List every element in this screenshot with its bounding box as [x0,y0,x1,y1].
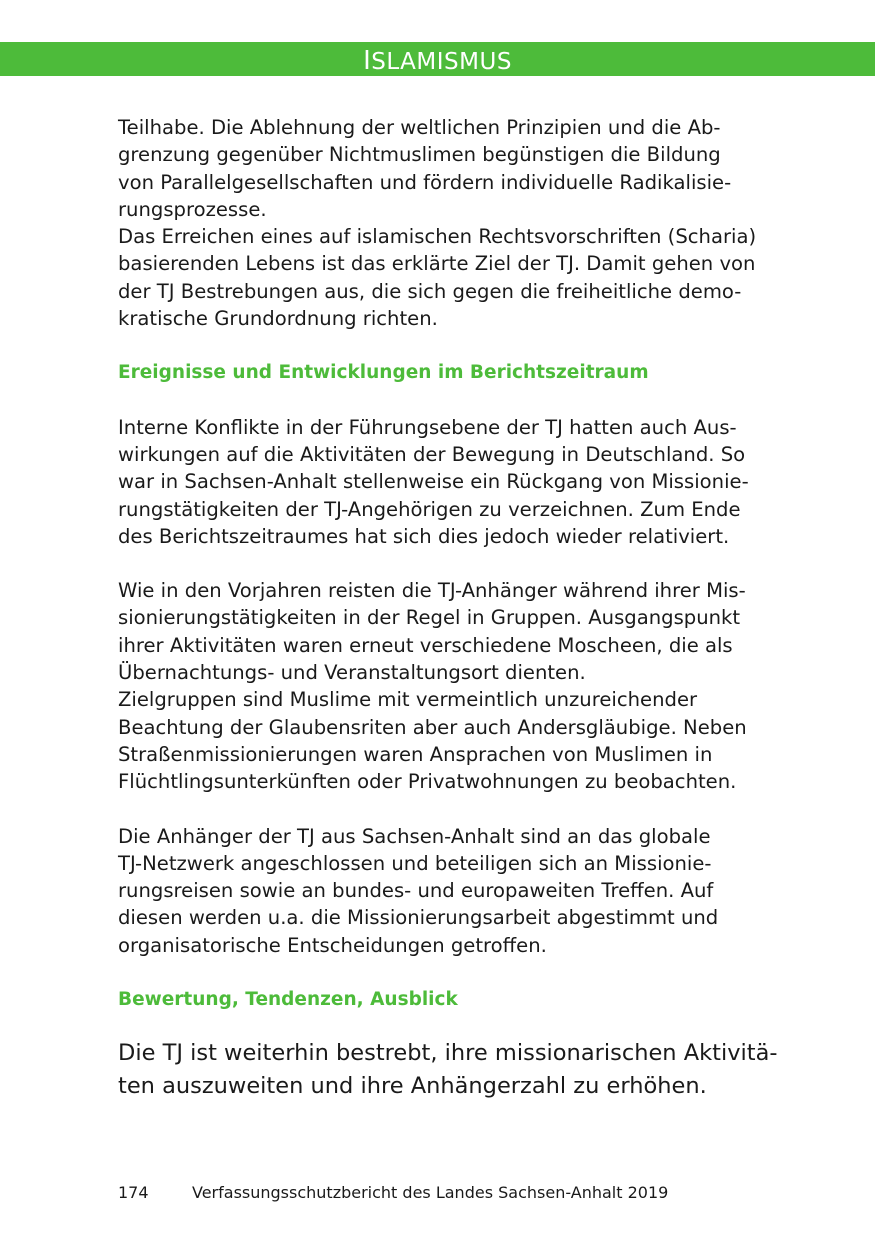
text-line: Das Erreichen eines auf islamischen Rechtsvorschriften (Scharia) [118,225,757,249]
publication-title: Verfassungsschutzbericht des Landes Sachsen-Anhalt 2019 [192,1183,669,1202]
text-line: grenzung gegenüber Nichtmuslimen begünstigen die Bildung [118,143,721,167]
text-line: von Parallelgesellschaften und fördern individuelle Radikalisie- [118,170,732,194]
text-line: Die Anhänger der TJ aus Sachsen-Anhalt sind an das globale [118,824,711,848]
text-line: Teilhabe. Die Ablehnung der weltlichen Prinzipien und die Ab- [118,116,721,139]
heading-assessment: Bewertung, Tendenzen, Ausblick [118,989,458,1011]
text-line: Wie in den Vorjahren reisten die TJ-Anhänger während ihrer Mis- [118,579,746,603]
page-footer [118,1181,668,1205]
text-line: Zielgruppen sind Muslime mit vermeintlich unzureichender [118,688,698,712]
text-line: sionierungstätigkeiten in der Regel in Gruppen. Ausgangspunkt [118,606,741,630]
text-line: Interne Konflikte in der Führungsebene der TJ hatten auch Aus- [118,415,737,439]
text-line: der TJ Bestrebungen aus, die sich gegen die freiheitliche demo- [118,279,742,303]
text-line: Flüchtlingsunterkünften oder Privatwohnungen zu beobachten. [118,770,737,794]
text-line: war in Sachsen-Anhalt stellenweise ein Rückgang von Missionie- [118,470,749,494]
page-number: 174 [118,1183,149,1202]
text-line: Übernachtungs- und Veranstaltungsort dienten. [118,661,586,685]
text-line: Die TJ ist weiterhin bestrebt, ihre missionarischen Aktivitä- [118,1040,778,1067]
text-line: rungstätigkeiten der TJ-Angehörigen zu verzeichnen. Zum Ende [118,497,741,521]
text-line: kratische Grundordnung richten. [118,307,438,331]
paragraph-network [118,823,778,959]
section-title-initial: I [363,46,372,76]
section-header-bar [0,42,875,76]
text-line: des Berichtszeitraumes hat sich dies jedoch wieder relativiert. [118,524,730,548]
text-line: rungsreisen sowie an bundes- und europaweiten Treffen. Auf [118,879,714,903]
text-line: Straßenmissionierungen waren Ansprachen von Muslimen in [118,742,713,766]
text-line: organisatorische Entscheidungen getroffen. [118,933,547,957]
text-line: ihrer Aktivitäten waren erneut verschiedene Moscheen, die als [118,633,733,657]
text-line: Beachtung der Glaubensriten aber auch Andersgläubige. Neben [118,715,747,739]
text-line: wirkungen auf die Aktivitäten der Bewegung in Deutschland. So [118,442,746,466]
text-line: rungsprozesse. [118,197,267,221]
paragraph-missions [118,577,778,795]
page-content [118,114,778,1103]
heading-events: Ereignisse und Entwicklungen im Berichtszeitraum [118,362,649,384]
text-line: TJ-Netzwerk angeschlossen und beteiligen sich an Missionie- [118,851,712,875]
section-title [0,47,875,76]
paragraph-intro [118,114,778,332]
paragraph-outlook [118,1037,778,1103]
text-line: diesen werden u.a. die Missionierungsarbeit abgestimmt und [118,906,719,930]
section-title-rest: SLAMISMUS [371,49,512,75]
text-line: ten auszuweiten und ihre Anhängerzahl zu erhöhen. [118,1073,707,1100]
text-line: basierenden Lebens ist das erklärte Ziel der TJ. Damit gehen von [118,252,756,276]
paragraph-conflicts [118,414,778,550]
